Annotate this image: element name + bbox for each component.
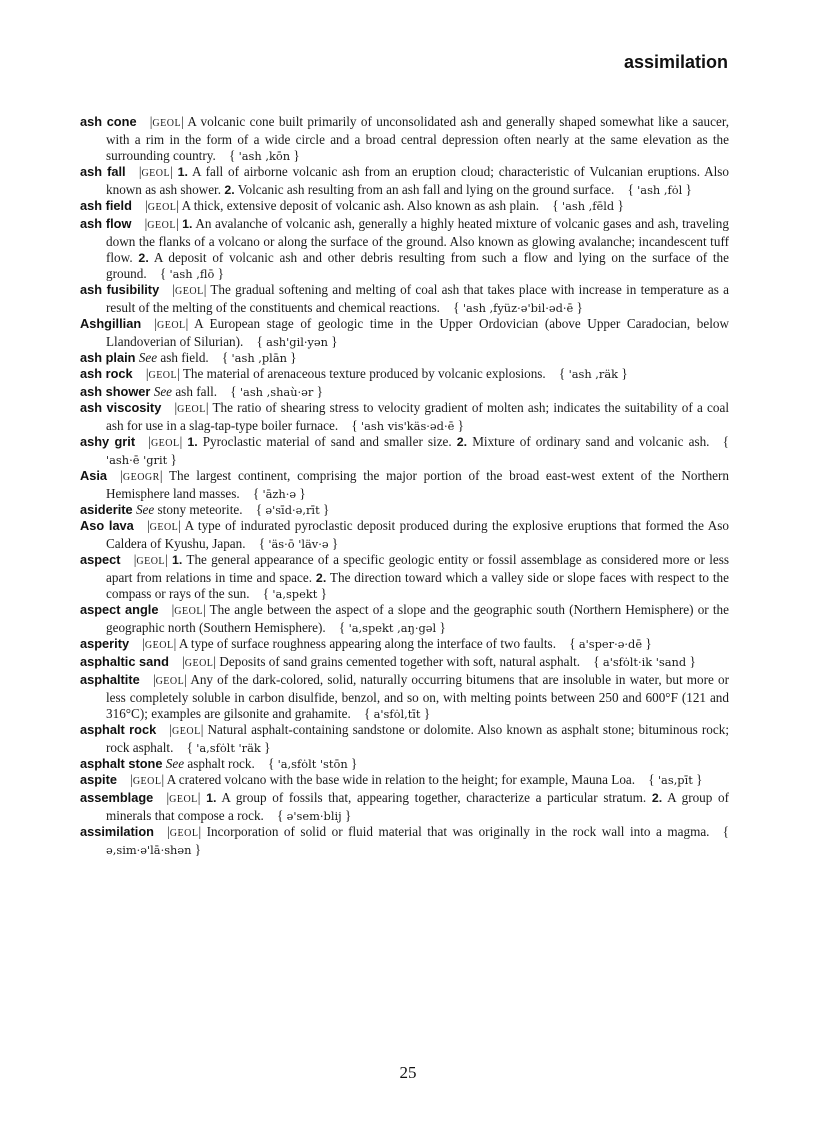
entry-headword: assemblage <box>80 790 154 805</box>
subject-field-tag: |GEOL| <box>182 654 217 669</box>
pronunciation: 'a,spekt ,aŋ·gəl <box>348 621 437 635</box>
pronunciation: 'ash ,shaù·ər <box>239 385 314 399</box>
subject-field: GEOL <box>184 658 214 669</box>
entry-headword: ash fusibility <box>80 282 160 297</box>
see-reference: See <box>138 350 158 365</box>
entry-headword: Asia <box>80 468 108 483</box>
dictionary-entry: ash flow |GEOL| 1. An avalanche of volcanic ash, generally a highly heated mixture of volcanic gases and ash, traveling down the flanks of a volcano or along the surface of the ground. Also known as glowing avalanche; incandescent tuff flow. 2. A deposit of volcanic ash and other debris resulting from such a flow and lying on the surface of the ground. { 'ash ,flō } <box>80 216 729 281</box>
definition-text: A group of fossils that, appearing together, characterize a particular stratum. <box>221 790 647 805</box>
subject-field-tag: |GEOL| <box>166 790 201 805</box>
dictionary-entry: asperity |GEOL| A type of surface roughness appearing along the interface of two faults. { a'sper·ə·dē } <box>80 636 652 651</box>
pronunciation: ə'sem·blij <box>286 809 342 823</box>
entry-headword: assimilation <box>80 824 154 839</box>
entry-headword: ash flow <box>80 216 132 231</box>
sense-number: 2. <box>651 791 663 805</box>
definition-text: A type of surface roughness appearing along the interface of two faults. <box>178 636 556 651</box>
definition-text: The ratio of shearing stress to velocity gradient of molten ash; indicates the suitability of a coal ash for use in a slag-tap-type boiler furnace. <box>106 400 730 433</box>
subject-field-tag: |GEOGR| <box>120 468 163 483</box>
sense-number: 1. <box>177 165 188 179</box>
definition-text: A thick, extensive deposit of volcanic ash. Also known as ash plain. <box>181 198 540 213</box>
pronunciation: ə'sīd·ə,rīt <box>265 503 320 517</box>
see-reference: See <box>165 756 185 771</box>
pronunciation: a'sper·ə·dē <box>578 637 643 651</box>
dictionary-entry: ash plain See ash field. { 'ash ,plān } <box>80 350 297 365</box>
entry-headword: aspect <box>80 552 121 567</box>
pronunciation: 'ash·ē 'grit <box>106 453 168 467</box>
subject-field: GEOL <box>177 404 206 415</box>
pronunciation: ə,sim·ə'lā·shən <box>106 843 192 857</box>
sense-number: 2. <box>315 571 327 585</box>
dictionary-entry: ash viscosity |GEOL| The ratio of shearing stress to velocity gradient of molten ash; indicates the suitability of a coal ash for use in a slag-tap-type boiler furnace. { 'ash vis'käs·əd·ē } <box>80 400 730 433</box>
entry-headword: ash viscosity <box>80 400 162 415</box>
dictionary-entry: Ashgillian |GEOL| A European stage of geologic time in the Upper Ordovician (above Upper Caradocian, below Llandoverian of Silurian). { ash'gil·yən } <box>80 316 729 349</box>
definition-text: Incorporation of solid or fluid material that was originally in the rock wall into a magma. <box>206 824 710 839</box>
subject-field: GEOL <box>174 606 203 617</box>
subject-field-tag: |GEOL| <box>171 602 206 617</box>
dictionary-entry: ash shower See ash fall. { 'ash ,shaù·ər } <box>80 384 324 399</box>
subject-field: GEOL <box>149 522 179 533</box>
definition-text: The general appearance of a specific geologic entity or fossil assemblage as considered more or less apart from relations in time and space. <box>106 552 730 585</box>
entry-headword: aspect angle <box>80 602 159 617</box>
definition-text: A cratered volcano with the base wide in relation to the height; for example, Mauna Loa. <box>166 772 636 787</box>
pronunciation: 'ash ,flō <box>169 267 215 281</box>
dictionary-entry: ash field |GEOL| A thick, extensive deposit of volcanic ash. Also known as ash plain. { 'ash ,fēld } <box>80 198 624 213</box>
definition-text: Deposits of sand grains cemented together with soft, natural asphalt. <box>219 654 581 669</box>
subject-field-tag: |GEOL| <box>144 216 179 231</box>
pronunciation: 'äs·ō 'läv·ə <box>268 537 329 551</box>
pronunciation: 'a,sfȯlt 'stōn <box>277 757 348 771</box>
page-number: 25 <box>399 1063 417 1082</box>
entry-headword: asphalt stone <box>80 756 163 771</box>
definition-text: An avalanche of volcanic ash, generally a highly heated mixture of volcanic gases and ash, traveling down the flanks of a volcano or along the surface of the ground. Also known as glowing avalanche; incandescent tuff flow. <box>106 216 729 265</box>
entry-list <box>80 114 729 858</box>
dictionary-entry: aspite |GEOL| A cratered volcano with the base wide in relation to the height; for example, Mauna Loa. { 'as,pīt } <box>80 772 703 787</box>
dictionary-entry: Aso lava |GEOL| A type of indurated pyroclastic deposit produced during the explosive eruptions that formed the Aso Caldera of Kyushu, Japan. { 'äs·ō 'läv·ə } <box>80 518 729 551</box>
sense-number: 2. <box>224 183 235 197</box>
pronunciation: 'ash ,kōn <box>238 149 291 163</box>
dictionary-entry: asphalt rock |GEOL| Natural asphalt-containing sandstone or dolomite. Also known as asphalt stone; bituminous rock; rock asphalt. { 'a,sfȯlt 'räk } <box>80 722 729 755</box>
dictionary-entry: ashy grit |GEOL| 1. Pyroclastic material of sand and smaller size. 2. Mixture of ordinary sand and volcanic ash. { 'ash·ē 'grit } <box>80 434 729 467</box>
dictionary-entry: Asia |GEOGR| The largest continent, comprising the major portion of the broad east-west extent of the Northern Hemisphere land masses. { 'āzh·ə } <box>80 468 730 501</box>
entry-headword: asperity <box>80 636 130 651</box>
entry-headword: asphalt rock <box>80 722 157 737</box>
subject-field-tag: |GEOL| <box>172 282 207 297</box>
entry-headword: ash fall <box>80 164 126 179</box>
pronunciation: 'ash ,fyüz·ə'bil·əd·ē <box>462 301 574 315</box>
subject-field: GEOL <box>175 286 204 297</box>
guide-word: assimilation <box>623 52 728 72</box>
subject-field-tag: |GEOL| <box>149 114 184 129</box>
definition-text: The material of arenaceous texture produced by volcanic explosions. <box>182 366 546 381</box>
entry-headword: asphaltite <box>80 672 140 687</box>
subject-field-tag: |GEOL| <box>169 722 204 737</box>
subject-field: GEOL <box>172 726 201 737</box>
subject-field-tag: |GEOL| <box>145 366 180 381</box>
subject-field: GEOL <box>136 556 166 567</box>
subject-field: GEOL <box>132 776 162 787</box>
subject-field-tag: |GEOL| <box>145 198 180 213</box>
pronunciation: 'as,pīt <box>657 773 693 787</box>
pronunciation: a'sfȯlt·ik 'sand <box>602 655 687 669</box>
definition-text: Volcanic ash resulting from an ash fall and lying on the ground surface. <box>237 182 615 197</box>
pronunciation: 'ash vis'käs·əd·ē <box>360 419 455 433</box>
entry-headword: ash rock <box>80 366 133 381</box>
entry-headword: ash cone <box>80 114 137 129</box>
definition-text: Mixture of ordinary sand and volcanic ash. <box>472 434 710 449</box>
subject-field: GEOL <box>144 640 174 651</box>
subject-field-tag: |GEOL| <box>154 316 189 331</box>
dictionary-entry: ash cone |GEOL| A volcanic cone built primarily of unconsolidated ash and generally shaped somewhat like a saucer, with a rim in the form of a wide circle and a broad central depression often nearly at the same elevation as the surrounding country. { 'ash ,kōn } <box>80 114 729 163</box>
subject-field: GEOL <box>169 828 199 839</box>
entry-headword: ashy grit <box>80 434 136 449</box>
entry-headword: asiderite <box>80 502 133 517</box>
pronunciation: 'āzh·ə <box>262 487 297 501</box>
dictionary-entry: ash fall |GEOL| 1. A fall of airborne volcanic ash from an eruption cloud; characteristic of Vulcanian eruptions. Also known as ash shower. 2. Volcanic ash resulting from an ash fall and lying on the ground surface. { 'ash ,fȯl } <box>80 164 729 197</box>
pronunciation: 'a,sfȯlt 'räk <box>196 741 261 755</box>
entry-headword: ash field <box>80 198 132 213</box>
definition-text: ash field. <box>160 350 209 365</box>
pronunciation: 'ash ,fȯl <box>637 183 683 197</box>
subject-field: GEOL <box>147 220 176 231</box>
definition-text: Pyroclastic material of sand and smaller size. <box>202 434 452 449</box>
subject-field-tag: |GEOL| <box>142 636 177 651</box>
dictionary-entry: aspect |GEOL| 1. The general appearance of a specific geologic entity or fossil assemblage as considered more or less apart from relations in time and space. 2. The direction toward which a valley side or slope faces with respect to the compass or rays of the sun. { 'a,spekt } <box>80 552 730 601</box>
definition-text: A volcanic cone built primarily of unconsolidated ash and generally shaped somewhat like a saucer, with a rim in the form of a wide circle and a broad central depression often nearly at the same elevation as the surrounding country. <box>106 114 729 163</box>
sense-number: 2. <box>138 251 149 265</box>
subject-field-tag: |GEOL| <box>138 164 173 179</box>
pronunciation: 'a,spekt <box>272 587 318 601</box>
definition-text: The angle between the aspect of a slope and the geographic south (Northern Hemisphere) or the geographic north (Southern Hemisphere). <box>106 602 730 635</box>
entry-headword: ash shower <box>80 384 151 399</box>
definition-text: A deposit of volcanic ash and other debris resulting from such a flow and lying on the surface of the ground. <box>106 250 729 281</box>
definition-text: A group of minerals that compose a rock. <box>106 790 730 823</box>
subject-field: GEOGR <box>122 472 160 483</box>
definition-text: Natural asphalt-containing sandstone or dolomite. Also known as asphalt stone; bituminous rock; rock asphalt. <box>106 722 729 755</box>
dictionary-entry: assimilation |GEOL| Incorporation of solid or fluid material that was originally in the rock wall into a magma. { ə,sim·ə'lā·shən } <box>80 824 730 857</box>
subject-field-tag: |GEOL| <box>152 672 187 687</box>
pronunciation: a'sfȯl,tīt <box>373 707 421 721</box>
dictionary-entry: ash fusibility |GEOL| The gradual softening and melting of coal ash that takes place with increase in temperature as a result of the melting of the constituents and chemical reactions. { 'ash ,fyüz·ə'bil·əd·ē } <box>80 282 729 315</box>
sense-number: 2. <box>456 435 468 449</box>
dictionary-entry: asiderite See stony meteorite. { ə'sīd·ə,rīt } <box>80 502 330 517</box>
dictionary-entry: asphalt stone See asphalt rock. { 'a,sfȯlt 'stōn } <box>80 756 358 771</box>
subject-field: GEOL <box>156 320 186 331</box>
entry-headword: Ashgillian <box>80 316 142 331</box>
entry-headword: asphaltic sand <box>80 654 169 669</box>
subject-field-tag: |GEOL| <box>133 552 168 567</box>
subject-field: GEOL <box>147 202 177 213</box>
see-reference: See <box>135 502 155 517</box>
subject-field: GEOL <box>150 438 180 449</box>
subject-field-tag: |GEOL| <box>146 518 181 533</box>
entry-headword: Aso lava <box>80 518 134 533</box>
subject-field: GEOL <box>141 168 171 179</box>
subject-field: GEOL <box>148 370 178 381</box>
dictionary-entry: asphaltite |GEOL| Any of the dark-colored, solid, naturally occurring bitumens that are insoluble in water, but more or less completely soluble in carbon disulfide, benzol, and so on, with melting points between 250 and 600°F (121 and 316°C); examples are gilsonite and grahamite. { a'sfȯl,tīt } <box>80 672 729 721</box>
definition-text: The gradual softening and melting of coal ash that takes place with increase in temperature as a result of the melting of the constituents and chemical reactions. <box>106 282 729 315</box>
sense-number: 1. <box>182 217 193 231</box>
definition-text: A fall of airborne volcanic ash from an eruption cloud; characteristic of Vulcanian eruptions. Also known as ash shower. <box>106 164 729 197</box>
dictionary-entry: assemblage |GEOL| 1. A group of fossils that, appearing together, characterize a particular stratum. 2. A group of minerals that compose a rock. { ə'sem·blij } <box>80 790 730 823</box>
entry-headword: aspite <box>80 772 117 787</box>
dictionary-entry: ash rock |GEOL| The material of arenaceous texture produced by volcanic explosions. { 'ash ,räk } <box>80 366 628 381</box>
subject-field: GEOL <box>155 676 185 687</box>
entry-headword: ash plain <box>80 350 136 365</box>
subject-field: GEOL <box>152 118 182 129</box>
definition-text: The largest continent, comprising the major portion of the broad east-west extent of the Northern Hemisphere land masses. <box>106 468 730 501</box>
dictionary-entry: asphaltic sand |GEOL| Deposits of sand grains cemented together with soft, natural asphalt. { a'sfȯlt·ik 'sand } <box>80 654 696 669</box>
sense-number: 1. <box>171 553 183 567</box>
definition-text: asphalt rock. <box>187 756 255 771</box>
sense-number: 1. <box>206 791 217 805</box>
subject-field-tag: |GEOL| <box>174 400 209 415</box>
subject-field-tag: |GEOL| <box>148 434 183 449</box>
pronunciation: 'ash ,räk <box>568 367 619 381</box>
see-reference: See <box>153 384 173 399</box>
subject-field: GEOL <box>169 794 198 805</box>
definition-text: A European stage of geologic time in the Upper Ordovician (above Upper Caradocian, below Llandoverian of Silurian). <box>106 316 729 349</box>
pronunciation: 'ash ,fēld <box>561 199 615 213</box>
definition-text: A type of indurated pyroclastic deposit produced during the explosive eruptions that formed the Aso Caldera of Kyushu, Japan. <box>106 518 729 551</box>
subject-field-tag: |GEOL| <box>167 824 202 839</box>
definition-text: Any of the dark-colored, solid, naturally occurring bitumens that are insoluble in water, but more or less completely soluble in carbon disulfide, benzol, and so on, with melting points between 250 and 600°F (121 and 316°C); examples are gilsonite and grahamite. <box>106 672 729 721</box>
subject-field-tag: |GEOL| <box>130 772 165 787</box>
dictionary-entry: aspect angle |GEOL| The angle between the aspect of a slope and the geographic south (Northern Hemisphere) or the geographic north (Southern Hemisphere). { 'a,spekt ,aŋ·gəl } <box>80 602 730 635</box>
pronunciation: 'ash ,plān <box>231 351 287 365</box>
sense-number: 1. <box>187 435 198 449</box>
pronunciation: ash'gil·yən <box>266 335 328 349</box>
definition-text: ash fall. <box>175 384 218 399</box>
definition-text: The direction toward which a valley side or slope faces with respect to the compass or rays of the sun. <box>106 570 730 601</box>
definition-text: stony meteorite. <box>157 502 243 517</box>
